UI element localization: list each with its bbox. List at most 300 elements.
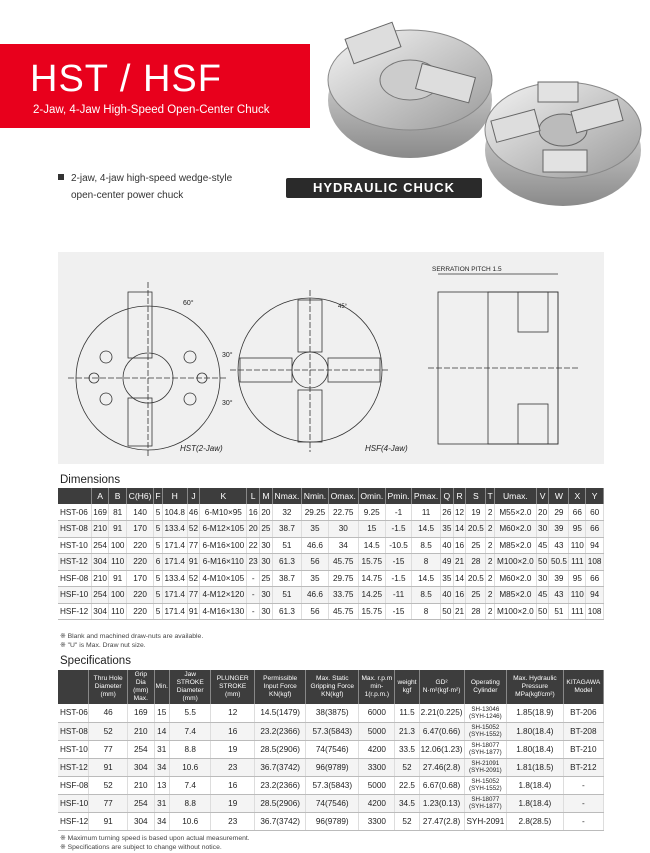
table-cell: 5 <box>154 504 163 521</box>
dimensions-note-2: ※ "U" is Max. Draw nut size. <box>60 642 146 649</box>
table-cell: 29 <box>549 504 569 521</box>
table-cell: 35 <box>440 570 453 587</box>
table-cell: 304 <box>91 603 109 620</box>
column-header: Omax. <box>328 488 358 504</box>
table-cell: 1.81(18.5) <box>507 758 564 776</box>
table-cell: 6.67(0.68) <box>419 776 464 794</box>
table-cell: 28.5(2906) <box>255 794 306 812</box>
column-header: L <box>247 488 260 504</box>
table-cell: 33.5 <box>395 740 419 758</box>
dimensions-title: Dimensions <box>60 474 121 486</box>
table-cell: 110 <box>569 537 586 554</box>
table-cell: 46 <box>187 504 200 521</box>
column-header: Omin. <box>358 488 385 504</box>
table-cell: 110 <box>109 554 127 571</box>
table-cell: 5 <box>154 537 163 554</box>
table-cell: 108 <box>586 603 604 620</box>
table-cell: 111 <box>569 603 586 620</box>
table-cell: 23.2(2366) <box>255 776 306 794</box>
table-cell: 5.5 <box>169 704 210 722</box>
table-cell: HST-08 <box>58 521 91 538</box>
table-cell: 91 <box>89 812 128 830</box>
table-cell: 8 <box>412 603 441 620</box>
column-header: Nmin. <box>302 488 329 504</box>
table-cell: 52 <box>89 776 128 794</box>
table-cell: 45 <box>536 537 549 554</box>
table-cell: 26 <box>440 504 453 521</box>
table-cell: 21 <box>453 554 466 571</box>
column-header <box>58 488 91 504</box>
table-cell: 210 <box>91 521 109 538</box>
table-cell: - <box>563 776 603 794</box>
table-cell: HST-10 <box>58 537 91 554</box>
table-cell: SYH-2091 <box>464 812 506 830</box>
table-cell: 95 <box>569 570 586 587</box>
table-cell: 52 <box>187 570 200 587</box>
table-cell: 77 <box>187 537 200 554</box>
table-cell: 15.75 <box>358 603 385 620</box>
table-cell: SH-15052 (SYH-1552) <box>464 722 506 740</box>
intro-line-1: 2-jaw, 4-jaw high-speed wedge-style <box>71 173 233 184</box>
table-cell: 23 <box>211 812 255 830</box>
column-header: Pmin. <box>385 488 411 504</box>
table-cell: 25 <box>466 587 486 604</box>
table-cell: 20 <box>247 521 260 538</box>
table-row <box>58 504 604 521</box>
table-cell: 52 <box>395 812 419 830</box>
table-row <box>58 794 604 812</box>
table-cell: 50 <box>440 603 453 620</box>
table-cell: 81 <box>109 504 127 521</box>
column-header: B <box>109 488 127 504</box>
table-cell: 170 <box>126 521 153 538</box>
table-cell: 2.8(28.5) <box>507 812 564 830</box>
table-cell: 50 <box>536 603 549 620</box>
intro-line-2: open-center power chuck <box>71 190 184 201</box>
specifications-title: Specifications <box>60 655 131 667</box>
table-cell: HSF-12 <box>58 812 89 830</box>
table-cell: 111 <box>569 554 586 571</box>
table-cell: M100×2.0 <box>495 554 537 571</box>
table-cell: 110 <box>569 587 586 604</box>
table-cell: 57.3(5843) <box>306 722 359 740</box>
column-header: Y <box>586 488 604 504</box>
table-cell: HST-06 <box>58 504 91 521</box>
table-cell: -15 <box>385 603 411 620</box>
table-cell: 304 <box>128 758 154 776</box>
table-cell: 52 <box>187 521 200 538</box>
table-cell: 25 <box>260 521 273 538</box>
table-cell: 21.3 <box>395 722 419 740</box>
table-cell: 66 <box>586 570 604 587</box>
table-cell: 7.4 <box>169 776 210 794</box>
table-cell: 77 <box>187 587 200 604</box>
table-cell: -11 <box>385 587 411 604</box>
table-cell: 2 <box>486 587 495 604</box>
table-cell: 30 <box>536 521 549 538</box>
table-cell: 133.4 <box>162 521 187 538</box>
table-cell: 52 <box>89 722 128 740</box>
table-cell: 254 <box>91 537 109 554</box>
table-cell: 51 <box>272 587 301 604</box>
table-cell: 14.5 <box>412 521 441 538</box>
table-cell: 11.5 <box>395 704 419 722</box>
table-cell: 16 <box>211 776 255 794</box>
table-row <box>58 587 604 604</box>
table-cell: 28.5(2906) <box>255 740 306 758</box>
table-cell: 14 <box>154 722 169 740</box>
table-cell: -10.5 <box>385 537 411 554</box>
table-cell: 9.25 <box>358 504 385 521</box>
table-cell: 32 <box>272 504 301 521</box>
table-cell: 1.80(18.4) <box>507 722 564 740</box>
table-cell: 14.75 <box>358 570 385 587</box>
table-cell: 66 <box>586 521 604 538</box>
table-cell: 36.7(3742) <box>255 758 306 776</box>
table-cell: 6-M10×95 <box>200 504 247 521</box>
table-cell: 30 <box>328 521 358 538</box>
table-cell: 43 <box>549 587 569 604</box>
table-cell: 57.3(5843) <box>306 776 359 794</box>
table-cell: 19 <box>211 740 255 758</box>
table-cell: 74(7546) <box>306 740 359 758</box>
table-cell: 3300 <box>359 812 395 830</box>
table-cell: 5 <box>154 587 163 604</box>
angle-45-label: 45° <box>338 304 348 310</box>
column-header: S <box>466 488 486 504</box>
table-cell: - <box>247 570 260 587</box>
table-cell: 254 <box>128 740 154 758</box>
table-cell: 6-M16×100 <box>200 537 247 554</box>
table-cell: 6 <box>154 554 163 571</box>
table-cell: 12 <box>453 504 466 521</box>
table-cell: M85×2.0 <box>495 587 537 604</box>
table-cell: HST-10 <box>58 740 89 758</box>
table-row <box>58 537 604 554</box>
table-cell: 14 <box>453 570 466 587</box>
table-cell: 28 <box>466 554 486 571</box>
column-header: Pmax. <box>412 488 441 504</box>
table-cell: 52 <box>395 758 419 776</box>
table-cell: 20 <box>536 504 549 521</box>
table-cell: -15 <box>385 554 411 571</box>
column-header: Umax. <box>495 488 537 504</box>
table-cell: 33.75 <box>328 587 358 604</box>
table-cell: 4-M12×120 <box>200 587 247 604</box>
table-cell: 5000 <box>359 722 395 740</box>
table-cell: - <box>247 603 260 620</box>
table-cell: 15.75 <box>358 554 385 571</box>
table-cell: 10.6 <box>169 758 210 776</box>
dimensions-note-1: ※ Blank and machined draw-nuts are available. <box>60 633 204 640</box>
hsf-drawing-label: HSF(4-Jaw) <box>365 444 408 453</box>
table-cell: 4-M10×105 <box>200 570 247 587</box>
column-header: Thru Hole Diameter (mm) <box>89 670 128 704</box>
column-header: Nmax. <box>272 488 301 504</box>
table-cell: 91 <box>89 758 128 776</box>
column-header: Q <box>440 488 453 504</box>
column-header: V <box>536 488 549 504</box>
table-cell: 45.75 <box>328 603 358 620</box>
serration-label: SERRATION PITCH 1.5 <box>432 266 502 273</box>
table-cell: 5000 <box>359 776 395 794</box>
table-cell: 100 <box>109 537 127 554</box>
table-cell: 2 <box>486 537 495 554</box>
table-cell: 96(9789) <box>306 758 359 776</box>
table-cell: 304 <box>128 812 154 830</box>
table-cell: 60 <box>586 504 604 521</box>
table-cell: 1.23(0.13) <box>419 794 464 812</box>
table-cell: 8.5 <box>412 537 441 554</box>
table-cell: 110 <box>109 603 127 620</box>
table-cell: 94 <box>586 587 604 604</box>
hydraulic-chuck-badge: HYDRAULIC CHUCK <box>286 178 482 198</box>
table-cell: - <box>563 794 603 812</box>
table-cell: 22.5 <box>395 776 419 794</box>
table-cell: 14.5 <box>358 537 385 554</box>
table-cell: 5 <box>154 603 163 620</box>
table-cell: 4200 <box>359 740 395 758</box>
table-cell: 4200 <box>359 794 395 812</box>
table-cell: 30 <box>536 570 549 587</box>
table-cell: 6-M12×105 <box>200 521 247 538</box>
table-cell: 104.8 <box>162 504 187 521</box>
table-cell: 8.5 <box>412 587 441 604</box>
column-header: Operating Cylinder <box>464 670 506 704</box>
table-cell: 254 <box>128 794 154 812</box>
table-cell: HSF-08 <box>58 570 91 587</box>
table-cell: 254 <box>91 587 109 604</box>
table-cell: 31 <box>154 794 169 812</box>
table-cell: 77 <box>89 740 128 758</box>
table-cell: 56 <box>302 603 329 620</box>
table-cell: 66 <box>569 504 586 521</box>
table-cell: 46 <box>89 704 128 722</box>
table-cell: 1.8(18.4) <box>507 794 564 812</box>
table-cell: 43 <box>549 537 569 554</box>
angle-30-label-2: 30° <box>222 400 233 407</box>
table-cell: 12 <box>211 704 255 722</box>
column-header <box>58 670 89 704</box>
table-cell: 56 <box>302 554 329 571</box>
table-cell: 38.7 <box>272 570 301 587</box>
table-cell: 14.5(1479) <box>255 704 306 722</box>
table-cell: 2 <box>486 603 495 620</box>
table-cell: 30 <box>260 587 273 604</box>
table-cell: HSF-12 <box>58 603 91 620</box>
table-cell: 96(9789) <box>306 812 359 830</box>
table-cell: 91 <box>109 570 127 587</box>
table-cell: 4-M16×130 <box>200 603 247 620</box>
table-cell: HST-12 <box>58 758 89 776</box>
table-cell: 40 <box>440 537 453 554</box>
table-row <box>58 704 604 722</box>
table-cell: 22.75 <box>328 504 358 521</box>
table-row <box>58 603 604 620</box>
table-cell: M85×2.0 <box>495 537 537 554</box>
table-cell: 91 <box>187 554 200 571</box>
table-cell: HSF-10 <box>58 587 91 604</box>
table-cell: 210 <box>91 570 109 587</box>
table-cell: 29.75 <box>328 570 358 587</box>
table-cell: 304 <box>91 554 109 571</box>
column-header: X <box>569 488 586 504</box>
specifications-table <box>58 670 604 831</box>
table-cell: 13 <box>154 776 169 794</box>
table-cell: 133.4 <box>162 570 187 587</box>
table-cell: 28 <box>466 603 486 620</box>
table-cell: M60×2.0 <box>495 521 537 538</box>
table-row <box>58 722 604 740</box>
table-row <box>58 812 604 830</box>
table-cell: 20 <box>260 504 273 521</box>
table-row <box>58 521 604 538</box>
table-cell: M60×2.0 <box>495 570 537 587</box>
column-header: weight kgf <box>395 670 419 704</box>
column-header: PLUNGER STROKE (mm) <box>211 670 255 704</box>
hst-drawing-label: HST(2-Jaw) <box>180 444 223 453</box>
table-cell: 10.6 <box>169 812 210 830</box>
table-cell: 20.5 <box>466 521 486 538</box>
table-cell: 45.75 <box>328 554 358 571</box>
table-cell: 2 <box>486 521 495 538</box>
table-cell: BT-212 <box>563 758 603 776</box>
table-cell: 108 <box>586 554 604 571</box>
table-cell: 6000 <box>359 704 395 722</box>
table-cell: 6-M16×110 <box>200 554 247 571</box>
table-cell: 6.47(0.66) <box>419 722 464 740</box>
table-cell: 220 <box>126 537 153 554</box>
table-cell: 15 <box>154 704 169 722</box>
table-cell: SH-18077 (SYH-1877) <box>464 740 506 758</box>
table-cell: 1.85(18.9) <box>507 704 564 722</box>
table-cell: -1.5 <box>385 521 411 538</box>
table-cell: 220 <box>126 587 153 604</box>
table-cell: 210 <box>128 722 154 740</box>
table-cell: 2.21(0.225) <box>419 704 464 722</box>
table-cell: HSF-10 <box>58 794 89 812</box>
table-cell: HST-08 <box>58 722 89 740</box>
table-cell: 20.5 <box>466 570 486 587</box>
table-cell: 1.8(18.4) <box>507 776 564 794</box>
table-cell: 94 <box>586 537 604 554</box>
column-header: H <box>162 488 187 504</box>
column-header: K <box>200 488 247 504</box>
table-cell: 12.06(1.23) <box>419 740 464 758</box>
table-cell: 16 <box>453 587 466 604</box>
table-row <box>58 776 604 794</box>
dimensions-notes <box>60 632 203 650</box>
table-cell: BT-208 <box>563 722 603 740</box>
table-cell: 16 <box>211 722 255 740</box>
column-header: Permissible Input Force KN(kgf) <box>255 670 306 704</box>
table-cell: 169 <box>128 704 154 722</box>
page-title: HST / HSF <box>30 58 222 100</box>
table-cell: SH-15052 (SYH-1552) <box>464 776 506 794</box>
table-cell: 77 <box>89 794 128 812</box>
angle-30-label: 30° <box>222 352 233 359</box>
table-cell: 170 <box>126 570 153 587</box>
table-cell: 5 <box>154 521 163 538</box>
table-cell: 36.7(3742) <box>255 812 306 830</box>
table-row <box>58 758 604 776</box>
table-cell: 210 <box>128 776 154 794</box>
table-cell: 171.4 <box>162 554 187 571</box>
table-cell: BT-206 <box>563 704 603 722</box>
table-cell: HSF-08 <box>58 776 89 794</box>
table-cell: 25 <box>466 537 486 554</box>
table-cell: 45 <box>536 587 549 604</box>
table-cell: 220 <box>126 554 153 571</box>
bullet-icon <box>58 174 64 180</box>
table-cell: 30 <box>260 554 273 571</box>
table-cell: 74(7546) <box>306 794 359 812</box>
table-cell: 27.46(2.8) <box>419 758 464 776</box>
table-cell: 16 <box>453 537 466 554</box>
table-cell: 5 <box>154 570 163 587</box>
table-cell: - <box>563 812 603 830</box>
table-cell: 8.8 <box>169 740 210 758</box>
table-cell: HST-06 <box>58 704 89 722</box>
table-cell: 23 <box>211 758 255 776</box>
table-cell: 61.3 <box>272 603 301 620</box>
table-cell: 23 <box>247 554 260 571</box>
table-cell: 171.4 <box>162 537 187 554</box>
table-cell: 51 <box>549 603 569 620</box>
table-cell: 46.6 <box>302 587 329 604</box>
table-cell: 8.8 <box>169 794 210 812</box>
table-cell: 19 <box>211 794 255 812</box>
table-cell: -1 <box>385 504 411 521</box>
column-header: T <box>486 488 495 504</box>
table-cell: 220 <box>126 603 153 620</box>
table-cell: M55×2.0 <box>495 504 537 521</box>
table-cell: 2 <box>486 554 495 571</box>
table-cell: 38.7 <box>272 521 301 538</box>
column-header: J <box>187 488 200 504</box>
column-header: Jaw STROKE Diameter (mm) <box>169 670 210 704</box>
table-cell: 50 <box>536 554 549 571</box>
table-cell: 23.2(2366) <box>255 722 306 740</box>
table-cell: 91 <box>109 521 127 538</box>
column-header: C(H6) <box>126 488 153 504</box>
table-cell: 1.80(18.4) <box>507 740 564 758</box>
table-cell: 40 <box>440 587 453 604</box>
table-cell: 34.5 <box>395 794 419 812</box>
angle-60-label: 60° <box>183 300 194 307</box>
table-cell: 35 <box>302 570 329 587</box>
table-cell: -1.5 <box>385 570 411 587</box>
table-cell: 30 <box>260 537 273 554</box>
column-header: Grip Dia (mm) Max. <box>128 670 154 704</box>
table-row <box>58 740 604 758</box>
table-cell: 49 <box>440 554 453 571</box>
table-cell: 7.4 <box>169 722 210 740</box>
dimensions-table <box>58 488 604 620</box>
table-cell: 61.3 <box>272 554 301 571</box>
column-header: A <box>91 488 109 504</box>
table-cell: 3300 <box>359 758 395 776</box>
table-cell: 35 <box>440 521 453 538</box>
table-cell: 2 <box>486 504 495 521</box>
column-header: F <box>154 488 163 504</box>
column-header: W <box>549 488 569 504</box>
column-header: GD² N·m²(kgf·m²) <box>419 670 464 704</box>
table-cell: 34 <box>154 758 169 776</box>
table-cell: M100×2.0 <box>495 603 537 620</box>
column-header: R <box>453 488 466 504</box>
table-cell: SH-18077 (SYH-1877) <box>464 794 506 812</box>
